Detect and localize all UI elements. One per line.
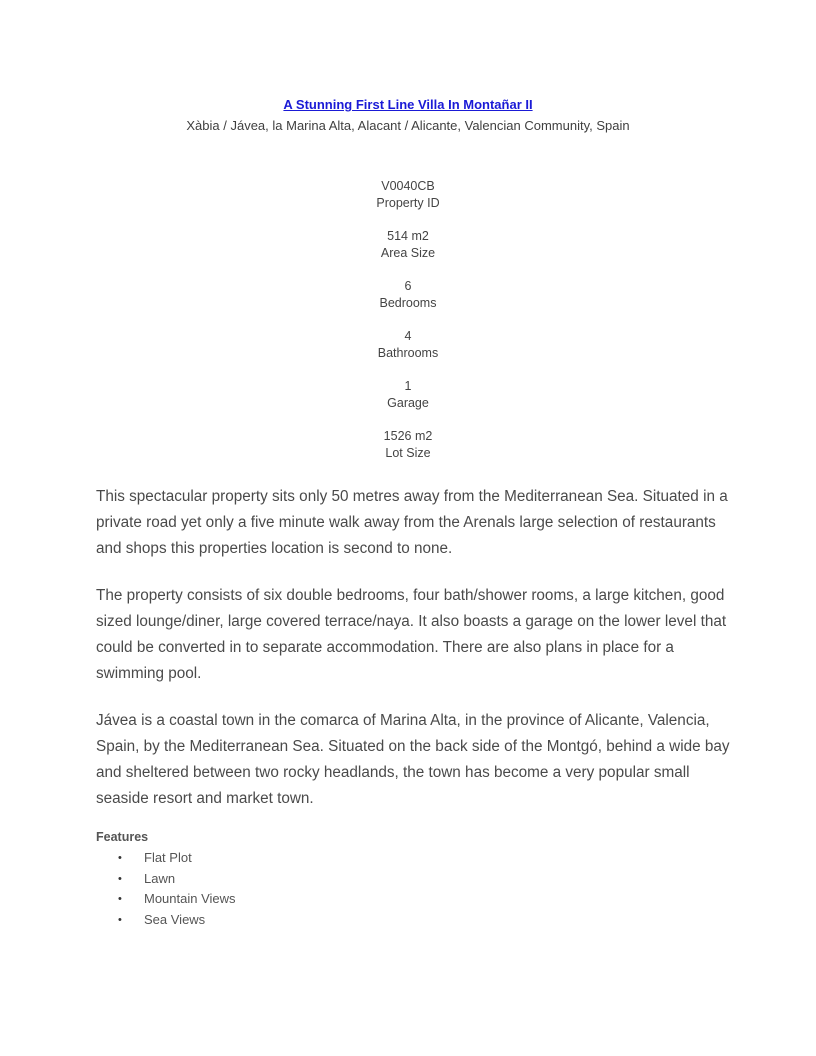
spec-label: Bathrooms xyxy=(377,346,439,360)
bullet-icon: • xyxy=(118,913,122,926)
spec-garage xyxy=(0,378,816,428)
spec-label: Bedrooms xyxy=(379,296,437,310)
feature-label: Mountain Views xyxy=(144,891,236,906)
spec-value: 514 m2 xyxy=(387,229,429,243)
listing-location: Xàbia / Jávea, la Marina Alta, Alacant / Alicante, Valencian Community, Spain xyxy=(186,118,630,133)
property-description xyxy=(96,484,736,833)
feature-item xyxy=(96,849,236,870)
spec-value: 6 xyxy=(404,279,412,293)
bullet-icon: • xyxy=(118,852,122,864)
spec-bedrooms xyxy=(0,278,816,328)
bullet-icon: • xyxy=(118,872,122,885)
feature-label: Sea Views xyxy=(144,911,206,927)
spec-area-size xyxy=(0,228,816,278)
feature-item xyxy=(96,890,236,911)
description-paragraph: Jávea is a coastal town in the comarca of Marina Alta, in the province of Alicante, Valencia, Spain, by the Mediterranean Sea. Situated on the back side of the Montgó, behind a wide bay and sheltered between two rocky headlands, the town has become a very popular small seaside resort and market town. xyxy=(96,712,730,807)
spec-property-id xyxy=(0,178,816,228)
spec-lot-size xyxy=(0,428,816,478)
spec-label: Garage xyxy=(387,396,429,410)
spec-label: Area Size xyxy=(380,246,436,260)
spec-value: 4 xyxy=(404,329,412,343)
feature-label: Lawn xyxy=(144,870,176,886)
description-paragraph: This spectacular property sits only 50 metres away from the Mediterranean Sea. Situated in a private road yet only a five minute walk away from the Arenals large selection of restaurants and shops this properties location is second to none. xyxy=(96,488,728,557)
property-specs xyxy=(0,178,816,478)
feature-item xyxy=(96,911,236,932)
listing-title-link[interactable]: A Stunning First Line Villa In Montañar II xyxy=(283,97,533,112)
bullet-icon: • xyxy=(118,893,122,905)
spec-bathrooms xyxy=(0,328,816,378)
spec-label: Property ID xyxy=(376,196,440,210)
feature-label: Flat Plot xyxy=(144,850,192,865)
description-paragraph: The property consists of six double bedrooms, four bath/shower rooms, a large kitchen, good sized lounge/diner, large covered terrace/naya. It also boasts a garage on the lower level that could be converted in to separate accommodation. There are also plans in place for a swimming pool. xyxy=(96,587,727,682)
spec-value: 1 xyxy=(404,379,412,393)
spec-value: V0040CB xyxy=(381,179,435,193)
spec-value: 1526 m2 xyxy=(383,429,433,443)
feature-item xyxy=(96,870,236,891)
spec-label: Lot Size xyxy=(385,446,431,460)
features-heading: Features xyxy=(96,830,149,844)
features-list xyxy=(96,849,236,931)
